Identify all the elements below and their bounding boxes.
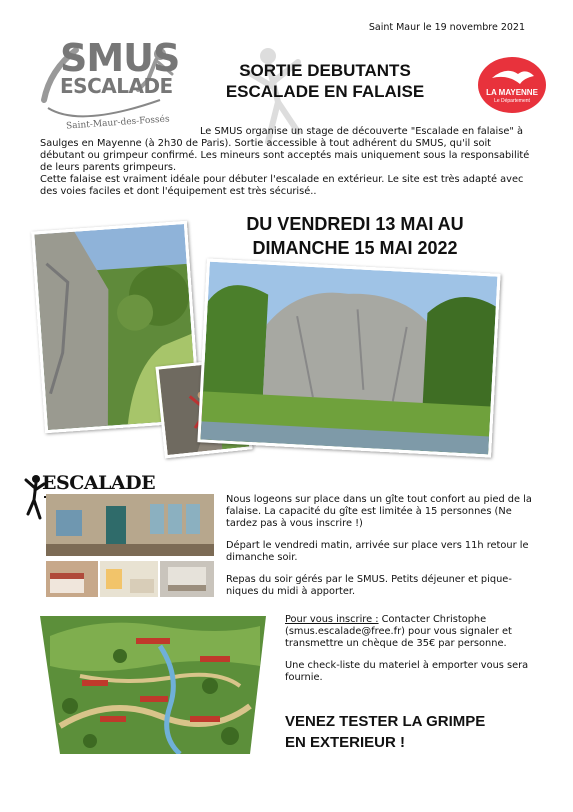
escalade-heading-text: ESCALADE xyxy=(42,472,156,494)
intro-text xyxy=(40,126,538,198)
stay-info-paragraph-2: Départ le vendredi matin, arrivée sur place vers 11h retour le dimanche soir. xyxy=(226,540,529,563)
page-title xyxy=(190,60,460,102)
checklist-paragraph: Une check-liste du materiel à emporter vous sera fournie. xyxy=(285,660,529,683)
call-to-action xyxy=(285,711,545,753)
gite-room-photo-3 xyxy=(160,561,214,597)
stay-info xyxy=(226,494,544,608)
title-line-2: ESCALADE EN FALAISE xyxy=(225,82,425,101)
gite-room-photo-2 xyxy=(100,561,158,597)
main-cliff-photo xyxy=(197,258,500,457)
registration-paragraph xyxy=(285,614,547,650)
mayenne-name: LA MAYENNE xyxy=(486,88,538,97)
mayenne-sub: Le Département xyxy=(494,98,530,104)
intro-paragraph-1: Le SMUS organise un stage de découverte "Escalade en falaise" à Saulges en Mayenne (à 2h30 de Paris). Sortie accessible à tout adhérent du SMUS, qu'il soit débutant ou grimpeur confirmé. Les mineurs sont acceptés mais uniquement sous la responsabilité de leurs parents grimpeurs. xyxy=(40,126,530,173)
title-line-1: SORTIE DEBUTANTS xyxy=(239,61,411,80)
date-line: Saint Maur le 19 novembre 2021 xyxy=(368,22,525,33)
gite-exterior-photo xyxy=(46,494,214,556)
logo-sub-text: ESCALADE xyxy=(60,74,173,98)
registration-text: Contacter Christophe (smus.escalade@free.fr) pour vous signaler et transmettre un chèque de 35€ par personne. xyxy=(285,614,512,649)
event-dates xyxy=(190,212,520,260)
cta-line-2: EN EXTERIEUR ! xyxy=(285,734,406,751)
dates-line-2: DIMANCHE 15 MAI 2022 xyxy=(252,238,458,258)
site-map-illustration xyxy=(40,616,266,754)
registration-info xyxy=(285,614,547,694)
cta-line-1: VENEZ TESTER LA GRIMPE xyxy=(285,713,486,730)
gite-room-photo-1 xyxy=(46,561,98,597)
smus-logo xyxy=(40,30,188,138)
dates-line-1: DU VENDREDI 13 MAI AU xyxy=(246,214,464,234)
logo-main-text: SMUS xyxy=(60,36,180,80)
registration-label: Pour vous inscrire : xyxy=(285,614,379,625)
stay-info-paragraph-1: Nous logeons sur place dans un gîte tout confort au pied de la falaise. La capacité du gîte est limitée à 15 personnes (Ne tardez pas à vous inscrire !) xyxy=(226,494,532,529)
stay-info-paragraph-3: Repas du soir gérés par le SMUS. Petits déjeuner et pique-niques du midi à apporter. xyxy=(226,574,512,597)
intro-paragraph-2: Cette falaise est vraiment idéale pour débuter l'escalade en extérieur. Le site est très adapté avec des voies faciles et dont l'équipement est très sécurisé.. xyxy=(40,174,524,197)
mayenne-logo xyxy=(476,56,548,114)
logo-city-text: Saint-Maur-des-Fossés xyxy=(65,114,170,132)
